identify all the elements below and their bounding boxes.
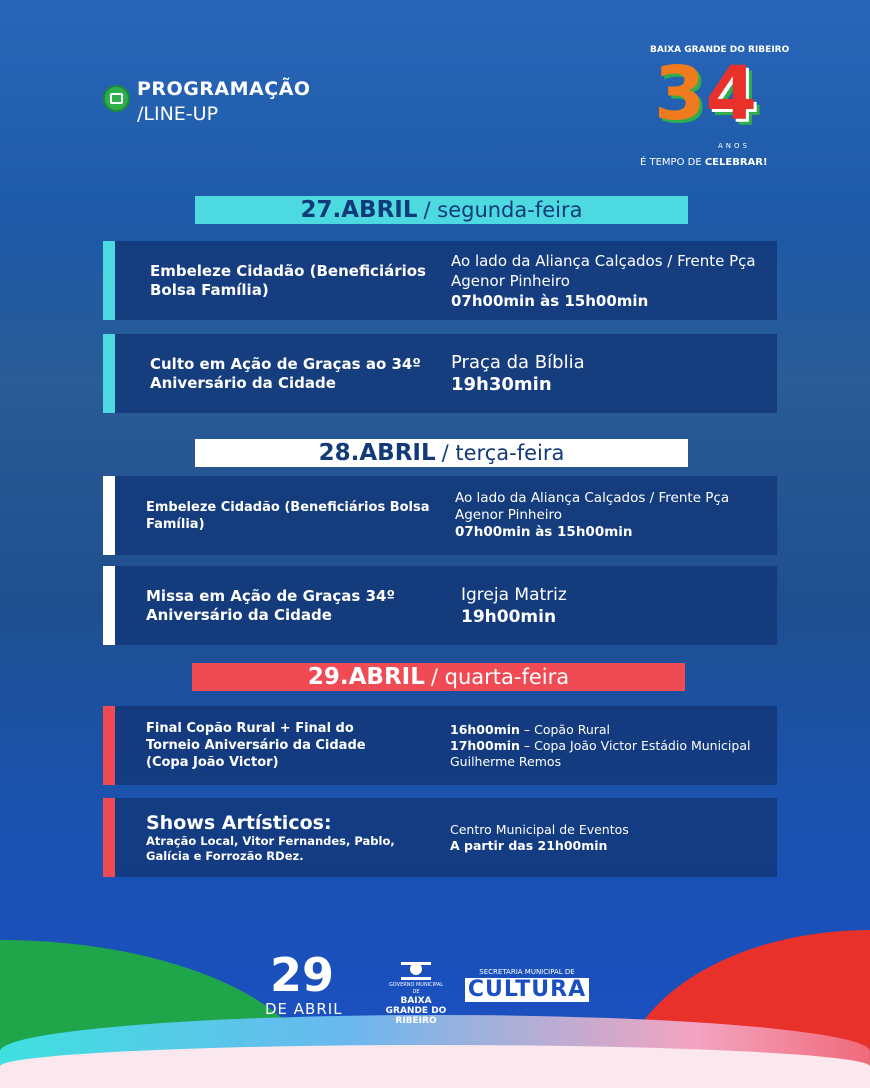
event-time: A partir das 21h00min [450, 837, 608, 853]
event-time: 17h00min [450, 737, 520, 753]
coat-of-arms-icon [401, 962, 431, 980]
event-place: Praça da Bíblia [451, 351, 585, 373]
event-card [103, 798, 777, 877]
event-title: Embeleze Cidadão (Beneficiários Bolsa Família) [150, 261, 426, 299]
culture-secretariat-logo [465, 968, 589, 1002]
event-card [103, 334, 777, 413]
day-date: 28.ABRIL [318, 440, 436, 466]
event-place: Igreja Matriz [461, 584, 567, 605]
gov-top: GOVERNO MUNICIPAL DE [388, 982, 444, 995]
event-card [103, 241, 777, 320]
event-time: 19h00min [461, 606, 557, 627]
event-title: Missa em Ação de Graças 34º Aniversário da Cidade [146, 586, 395, 624]
day-header-27 [195, 196, 688, 224]
page-subtitle: /LINE-UP [137, 103, 219, 125]
day-weekday: / terça-feira [441, 441, 565, 465]
event-place: Ao lado da Aliança Calçados / Frente Pça Agenor Pinheiro [451, 251, 756, 290]
day-date: 29.ABRIL [307, 664, 425, 690]
day-weekday: / segunda-feira [423, 198, 583, 222]
footer-day: 29 [270, 948, 335, 1002]
event-subtitle: Atração Local, Vitor Fernandes, Pablo, Galícia e Forrozão RDez. [146, 833, 395, 863]
gov-name: BAIXA GRANDE DO RIBEIRO [385, 996, 447, 1026]
event-title: Final Copão Rural + Final do Torneio Aniversário da Cidade (Copa João Victor) [146, 721, 366, 770]
day-header-29 [192, 663, 685, 691]
light-wave-decoration [0, 1045, 870, 1088]
day-weekday: / quarta-feira [430, 665, 570, 689]
logo-digit-3: 3 [654, 51, 706, 137]
event-title: Embeleze Cidadão (Beneficiários Bolsa Família) [146, 499, 430, 532]
day-date: 27.ABRIL [300, 197, 418, 223]
page-title: PROGRAMAÇÃO [137, 78, 311, 100]
logo-city: BAIXA GRANDE DO RIBEIRO [650, 45, 790, 55]
event-place: Centro Municipal de Eventos [450, 821, 629, 837]
event-time: 07h00min às 15h00min [451, 291, 649, 310]
cult-top: SECRETARIA MUNICIPAL DE [479, 968, 575, 976]
event-place: Ao lado da Aliança Calçados / Frente Pça Agenor Pinheiro [455, 490, 730, 523]
footer-month: DE ABRIL [265, 1000, 343, 1018]
event-card [103, 566, 777, 645]
government-logo [385, 962, 447, 1026]
event-time: 07h00min às 15h00min [455, 524, 633, 540]
event-time: 16h00min [450, 721, 520, 737]
event-card [103, 476, 777, 555]
event-title: Culto em Ação de Graças ao 34º Aniversário da Cidade [150, 354, 421, 392]
logo-digit-4: 4 [705, 51, 757, 137]
logo-anos: ANOS [718, 142, 750, 150]
event-time: 19h30min [451, 373, 552, 395]
tag-a: É TEMPO DE [640, 157, 702, 168]
cult-name: CULTURA [465, 978, 589, 1002]
logo-number [654, 51, 757, 137]
day-header-28 [195, 439, 688, 467]
logo-tagline [640, 157, 768, 168]
event-desc: – Copão Rural [519, 721, 611, 737]
anniversary-logo [640, 45, 790, 175]
event-title: Shows Artísticos: [146, 811, 332, 834]
event-card [103, 706, 777, 785]
calendar-icon [103, 85, 130, 112]
event-desc: – Copa João Victor Estádio Municipal Guilherme Remos [450, 737, 751, 769]
tag-b: CELEBRAR! [704, 157, 768, 168]
